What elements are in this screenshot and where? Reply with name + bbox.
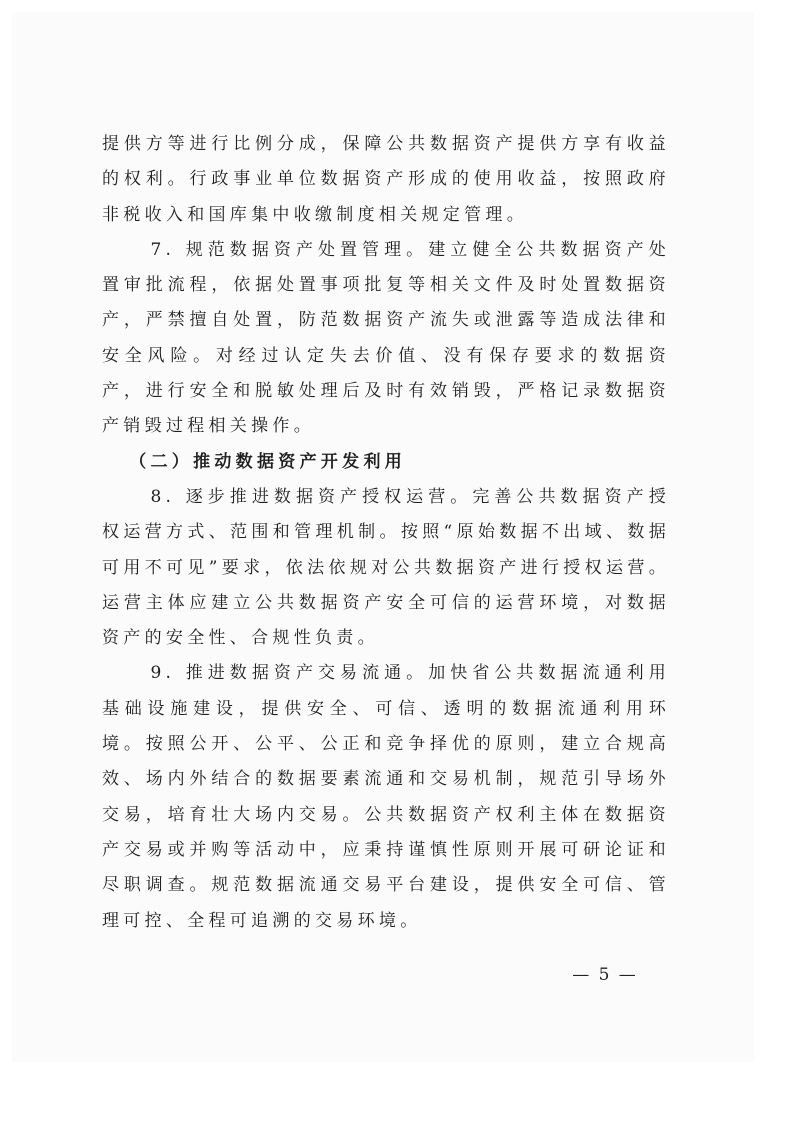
paragraph-item-9: 9. 推进数据资产交易流通。加快省公共数据流通利用基础设施建设，提供安全、可信、透明的数据流通利用环境。按照公开、公平、公正和竞争择优的原则，建立合规高效、场内外结合的数据要素流通和交易机制，规范引导场外交易，培育壮大场内交易。公共数据资产权利主体在数据资产交易或并购等活动中，应秉持谨慎性原则开展可研论证和尽职调查。规范数据流通交易平台建设，提供安全可信、管理可控、全程可追溯的交易环境。 (102, 663, 670, 931)
paragraph-item-7: 7. 规范数据资产处置管理。建立健全公共数据资产处置审批流程，依据处置事项批复等相关文件及时处置数据资产，严禁擅自处置，防范数据资产流失或泄露等造成法律和安全风险。对经过认定失去价值、没有保存要求的数据资产，进行安全和脱敏处理后及时有效销毁，严格记录数据资产销毁过程相关操作。 (102, 239, 670, 437)
body-text (102, 127, 670, 939)
paragraph-continuation: 提供方等进行比例分成，保障公共数据资产提供方享有收益的权利。行政事业单位数据资产形成的使用收益，按照政府非税收入和国库集中收缴制度相关规定管理。 (102, 134, 670, 225)
page-number: — 5 — (572, 965, 638, 985)
section-heading: （二）推动数据资产开发利用 (129, 451, 407, 472)
paragraph-item-8: 8. 逐步推进数据资产授权运营。完善公共数据资产授权运营方式、范围和管理机制。按照“原始数据不出域、数据可用不可见”要求，依法依规对公共数据资产进行授权运营。运营主体应建立公共数据资产安全可信的运营环境，对数据资产的安全性、合规性负责。 (102, 486, 670, 649)
